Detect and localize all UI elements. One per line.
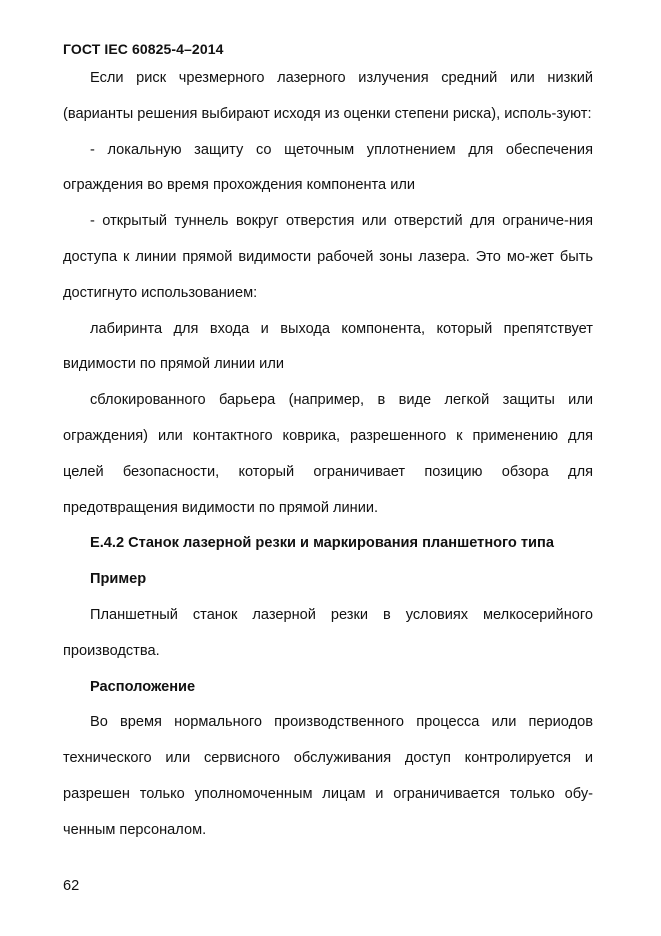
paragraph-interlocked-barrier: сблокированного барьера (например, в виде легкой защиты или ограждения) или контактного коврика, разрешенного к применению для целей безопасности, который ограничивает позицию обзора для предотвращения видимости по прямой линии. bbox=[63, 392, 593, 516]
paragraph-open-tunnel: - открытый туннель вокруг отверстия или отверстий для ограниче-ния доступа к линии прямой видимости рабочей зоны лазера. Это мо-жет быть достигнуто использованием: bbox=[63, 213, 593, 301]
example-heading: Пример bbox=[90, 571, 147, 588]
paragraph-location: Во время нормального производственного процесса или периодов технического или сервисного обслуживания доступ контролируется и разрешен только уполномоченным лицам и ограничивается только обу-ченным персоналом. bbox=[63, 714, 593, 838]
paragraph-brush-seal: - локальную защиту со щеточным уплотнением для обеспечения ограждения во время прохождения компонента или bbox=[63, 141, 593, 194]
standard-header: ГОСТ IEC 60825-4–2014 bbox=[63, 41, 224, 57]
page-body bbox=[63, 61, 593, 849]
page-number: 62 bbox=[63, 878, 80, 894]
section-heading: Е.4.2 Станок лазерной резки и маркирования планшетного типа bbox=[90, 535, 554, 552]
paragraph-example: Планшетный станок лазерной резки в условиях мелкосерийного производства. bbox=[63, 606, 593, 659]
location-heading: Расположение bbox=[90, 678, 196, 695]
paragraph-risk-intro: Если риск чрезмерного лазерного излучения средний или низкий (варианты решения выбирают исходя из оценки степени риска), исполь-зуют: bbox=[63, 70, 593, 122]
paragraph-labyrinth: лабиринта для входа и выхода компонента, который препятствует видимости по прямой линии или bbox=[63, 320, 593, 373]
